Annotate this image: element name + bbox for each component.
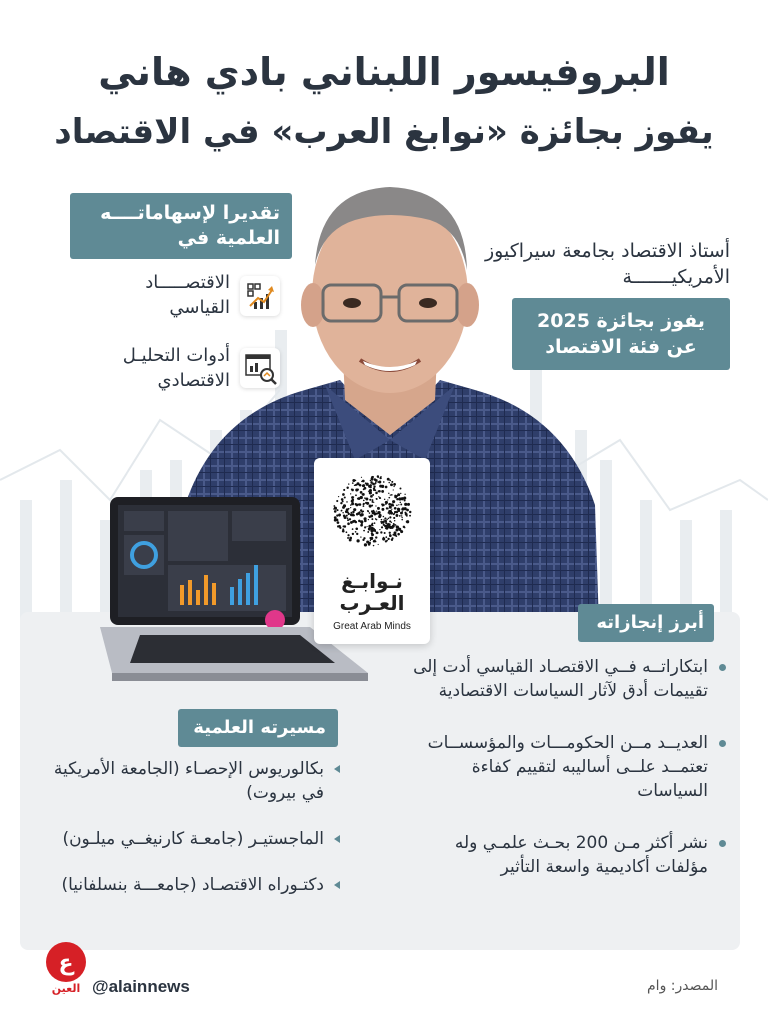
- bullet-triangle-icon: [334, 835, 340, 843]
- field-econometrics: الاقتصـــــاد القياسي: [145, 272, 230, 318]
- logo-arabic-text: نـوابـغ العـرب: [339, 569, 405, 615]
- bullet-dot-icon: [719, 740, 726, 747]
- bullet-dot-icon: [719, 664, 726, 671]
- achievements-list: [410, 655, 730, 907]
- field-economic-analysis: أدوات التحليـل الاقتصادي: [122, 345, 230, 391]
- award-badge: يفوز بجائزة 2025 عن فئة الاقتصاد: [512, 298, 730, 370]
- career-item: دكتـوراه الاقتصـاد (جامعـــة بنسلفانيا): [50, 873, 342, 897]
- achievement-item: نشر أكثر مـن 200 بحـث علمـي وله مؤلفات أكاديمية واسعة التأثير: [410, 831, 730, 879]
- bullet-triangle-icon: [334, 881, 340, 889]
- achievement-item: العديــد مــن الحكومـــات والمؤسســات تعتمــد علــى أساليبه لتقييم كفاءة السياسات: [410, 731, 730, 803]
- achievements-heading: أبرز إنجازاته: [578, 604, 714, 642]
- svg-text:ع: ع: [58, 951, 74, 976]
- career-heading: مسيرته العلمية: [178, 709, 338, 747]
- career-item: الماجستيـر (جامعـة كارنيغــي ميلـون): [50, 827, 342, 851]
- svg-text:العين: العين: [51, 982, 81, 995]
- contributions-heading: تقديرا لإسهاماتــــه العلمية في: [70, 193, 292, 259]
- great-arab-minds-emblem: [314, 458, 430, 570]
- career-item: بكالوريوس الإحصـاء (الجامعة الأمريكية في بيروت): [50, 757, 342, 805]
- professor-position: أستاذ الاقتصاد بجامعة سيراكيوز الأمريكيـــــــة: [484, 240, 730, 288]
- bullet-dot-icon: [719, 840, 726, 847]
- headline-line-2: يفوز بجائزة «نوابغ العرب» في الاقتصاد: [54, 112, 714, 152]
- headline-line-1: البروفيسور اللبناني بادي هاني: [98, 50, 670, 94]
- social-handle[interactable]: @alainnews: [92, 977, 190, 996]
- logo-english-text: Great Arab Minds: [333, 621, 411, 632]
- bullet-triangle-icon: [334, 765, 340, 773]
- chart-analytics-icon: [240, 276, 280, 316]
- alain-news-logo: [42, 940, 90, 996]
- great-arab-minds-logo-card: [314, 458, 430, 644]
- career-list: [50, 757, 342, 919]
- report-magnifier-icon: [240, 348, 280, 388]
- source-credit: المصدر: وام: [647, 978, 718, 994]
- achievement-item: ابتكاراتــه فــي الاقتصـاد القياسي أدت إلى تقييمات أدق لآثار السياسات الاقتصادية: [410, 655, 730, 703]
